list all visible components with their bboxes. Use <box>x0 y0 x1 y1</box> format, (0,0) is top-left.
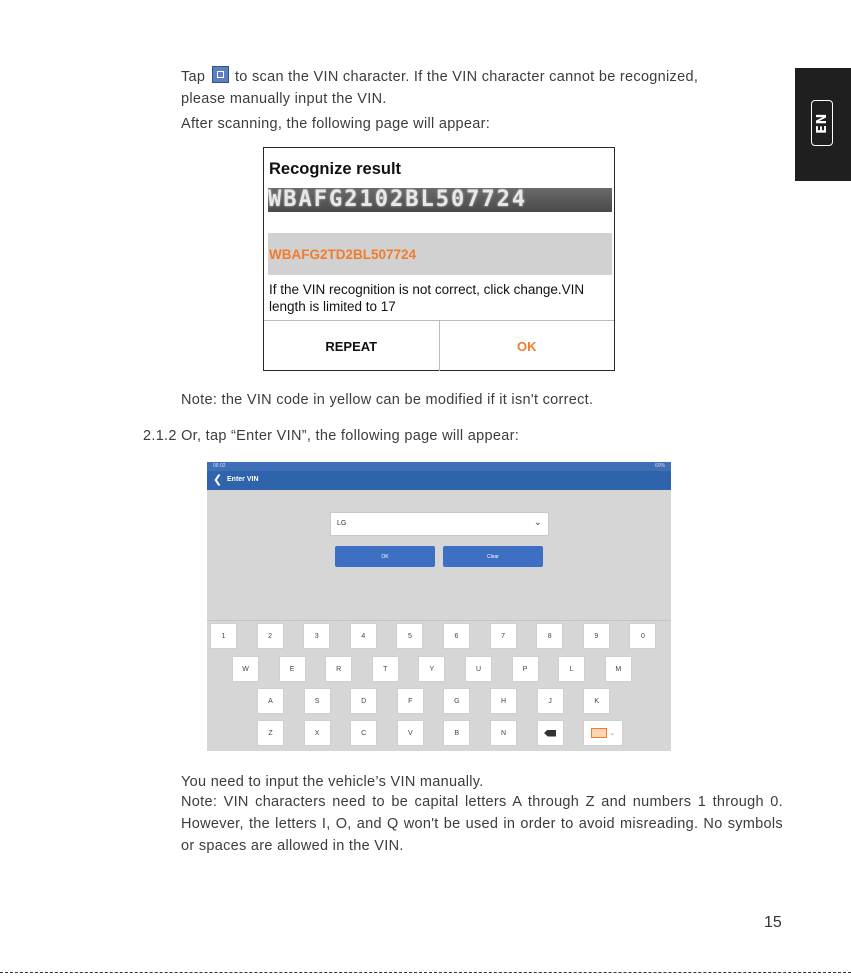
dialog-message: If the VIN recognition is not correct, click change.VIN length is limited to 17 <box>269 282 585 314</box>
chevron-down-icon[interactable]: ⌄ <box>533 517 542 528</box>
screen-title: Enter VIN <box>227 476 259 483</box>
outro-note: Note: VIN characters need to be capital letters A through Z and numbers 1 through 0. However, the letters I, O, and Q won't be used in order to avoid misreading. No symbols or spaces are allowed in the VIN. <box>181 794 783 854</box>
page-number: 15 <box>764 914 782 931</box>
key-c[interactable]: C <box>350 720 377 746</box>
backspace-icon[interactable] <box>537 720 564 746</box>
language-badge <box>811 100 833 146</box>
key-p[interactable]: P <box>512 656 539 682</box>
key-t[interactable]: T <box>372 656 399 682</box>
vin-ok-button[interactable]: OK <box>335 546 435 567</box>
intro-paragraph <box>181 66 781 135</box>
language-tab <box>795 68 851 181</box>
back-arrow-icon[interactable]: ❮ <box>213 474 223 486</box>
key-l[interactable]: L <box>558 656 585 682</box>
intro-line-3: After scanning, the following page will appear: <box>181 116 491 132</box>
status-battery: 60% <box>654 463 665 469</box>
key-w[interactable]: W <box>232 656 259 682</box>
intro-line-1 <box>181 66 781 88</box>
intro-line-1-post: to scan the VIN character. If the VIN character cannot be recognized, <box>234 69 699 85</box>
step-heading: 2.1.2 Or, tap “Enter VIN”, the following page will appear: <box>143 428 520 444</box>
key-s[interactable]: S <box>304 688 331 714</box>
key-n[interactable]: N <box>490 720 517 746</box>
status-time: 06:02 <box>213 463 226 469</box>
vin-input-value: LG <box>337 520 347 527</box>
status-bar <box>207 462 671 471</box>
key-8[interactable]: 8 <box>536 623 563 649</box>
dialog-button-bar <box>264 320 614 371</box>
repeat-button[interactable]: REPEAT <box>264 321 440 371</box>
language-label: EN <box>814 112 830 134</box>
key-7[interactable]: 7 <box>490 623 517 649</box>
note-yellow-vin: Note: the VIN code in yellow can be modified if it isn't correct. <box>181 392 594 408</box>
footer-rule <box>0 972 851 973</box>
key-v[interactable]: V <box>397 720 424 746</box>
vin-input[interactable] <box>330 512 549 536</box>
key-y[interactable]: Y <box>418 656 445 682</box>
recognized-vin-field[interactable] <box>268 233 612 275</box>
scan-icon <box>212 66 229 83</box>
key-j[interactable]: J <box>537 688 564 714</box>
key-a[interactable]: A <box>257 688 284 714</box>
app-bar <box>207 471 671 490</box>
ok-button[interactable]: OK <box>517 338 537 354</box>
key-0[interactable]: 0 <box>629 623 656 649</box>
key-b[interactable]: B <box>443 720 470 746</box>
key-g[interactable]: G <box>443 688 470 714</box>
key-1[interactable]: 1 <box>210 623 237 649</box>
key-e[interactable]: E <box>279 656 306 682</box>
scanned-vin-image: WBAFG2102BL507724 <box>268 188 612 212</box>
intro-line-2: please manually input the VIN. <box>181 91 387 107</box>
key-6[interactable]: 6 <box>443 623 470 649</box>
key-r[interactable]: R <box>325 656 352 682</box>
key-h[interactable]: H <box>490 688 517 714</box>
key-5[interactable]: 5 <box>396 623 423 649</box>
recognize-result-dialog <box>263 147 615 371</box>
key-f[interactable]: F <box>397 688 424 714</box>
keyboard-switch-icon[interactable]: ⌄ <box>583 720 623 746</box>
outro-line: You need to input the vehicle’s VIN manually. <box>181 774 484 790</box>
key-d[interactable]: D <box>350 688 377 714</box>
keyboard-divider <box>207 620 671 621</box>
key-4[interactable]: 4 <box>350 623 377 649</box>
key-u[interactable]: U <box>465 656 492 682</box>
recognized-vin-value: WBAFG2TD2BL507724 <box>269 247 417 262</box>
dialog-title: Recognize result <box>269 160 402 178</box>
vin-clear-button[interactable]: Clear <box>443 546 543 567</box>
enter-vin-screenshot <box>207 462 671 751</box>
key-2[interactable]: 2 <box>257 623 284 649</box>
key-3[interactable]: 3 <box>303 623 330 649</box>
key-z[interactable]: Z <box>257 720 284 746</box>
key-9[interactable]: 9 <box>583 623 610 649</box>
intro-line-1-pre: Tap <box>181 69 206 85</box>
key-m[interactable]: M <box>605 656 632 682</box>
key-x[interactable]: X <box>304 720 331 746</box>
key-k[interactable]: K <box>583 688 610 714</box>
